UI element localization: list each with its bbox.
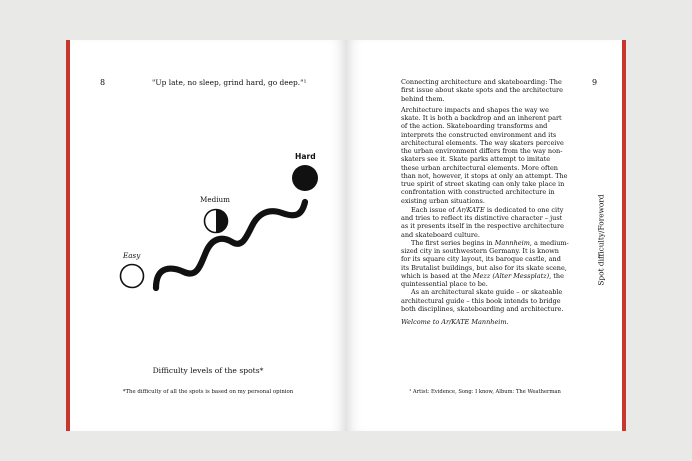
footnote-right: ¹ Artist: Evidence, Song: I know, Album: The Weatherman (409, 389, 561, 395)
epigraph: "Up late, no sleep, grind hard, go deep."¹ (152, 78, 307, 87)
paragraph-4: As an architectural skate guide – or skateable architectural guide – this book intends to bridge both disciplines, skateboarding and architecture. (401, 288, 564, 313)
paragraph-2: Each issue of Ar/KATE is dedicated to one city and tries to reflect its distinctive character – just as it presents itself in the respective architecture and skateboard culture. (401, 205, 564, 239)
medium-half-circle-icon (205, 210, 228, 233)
running-head-vertical: Spot difficulty/Foreword (596, 194, 606, 286)
footnote-left: *The difficulty of all the spots is based on my personal opinion (122, 389, 294, 395)
label-hard: Hard (295, 152, 316, 161)
paragraph-1: Architecture impacts and shapes the way we skate. It is both a backdrop and an inherent part of the action. Skateboarding transforms and interprets the constructed environment and its architectural elements. The way skaters perceive the urban environment differs from the way non-skaters see it. Skate parks attempt to imitate these urban architectural elements. More often than not, however, it stops at only an attempt. The true spirit of street skating can only take place in confrontation with constructed architecture in existing urban situations. (401, 105, 568, 205)
foreword-text (401, 78, 569, 327)
hard-filled-circle-icon (292, 165, 318, 191)
difficulty-wave-line (156, 202, 305, 288)
page-number-right: 9 (592, 78, 598, 87)
open-book (66, 40, 626, 431)
right-page (346, 40, 622, 431)
diagram-caption: Difficulty levels of the spots* (152, 366, 264, 375)
label-easy: Easy (123, 251, 141, 260)
left-page (70, 40, 346, 431)
page-number-left: 8 (100, 78, 106, 87)
welcome-line: Welcome to Ar/KATE Mannheim. (401, 318, 509, 326)
lead-paragraph: Connecting architecture and skateboarding: The first issue about skate spots and the architecture behind them. (401, 78, 563, 103)
easy-circle-icon (121, 265, 144, 288)
paragraph-3: The first series begins in Mannheim, a medium-sized city in southwestern Germany. It is known for its square city layout, its baroque castle, and its Brutalist buildings, but also for its skate scene, which is based at the Mezz (Alter Messplatz), the quintessential place to be. (401, 238, 569, 288)
label-medium: Medium (200, 195, 230, 204)
